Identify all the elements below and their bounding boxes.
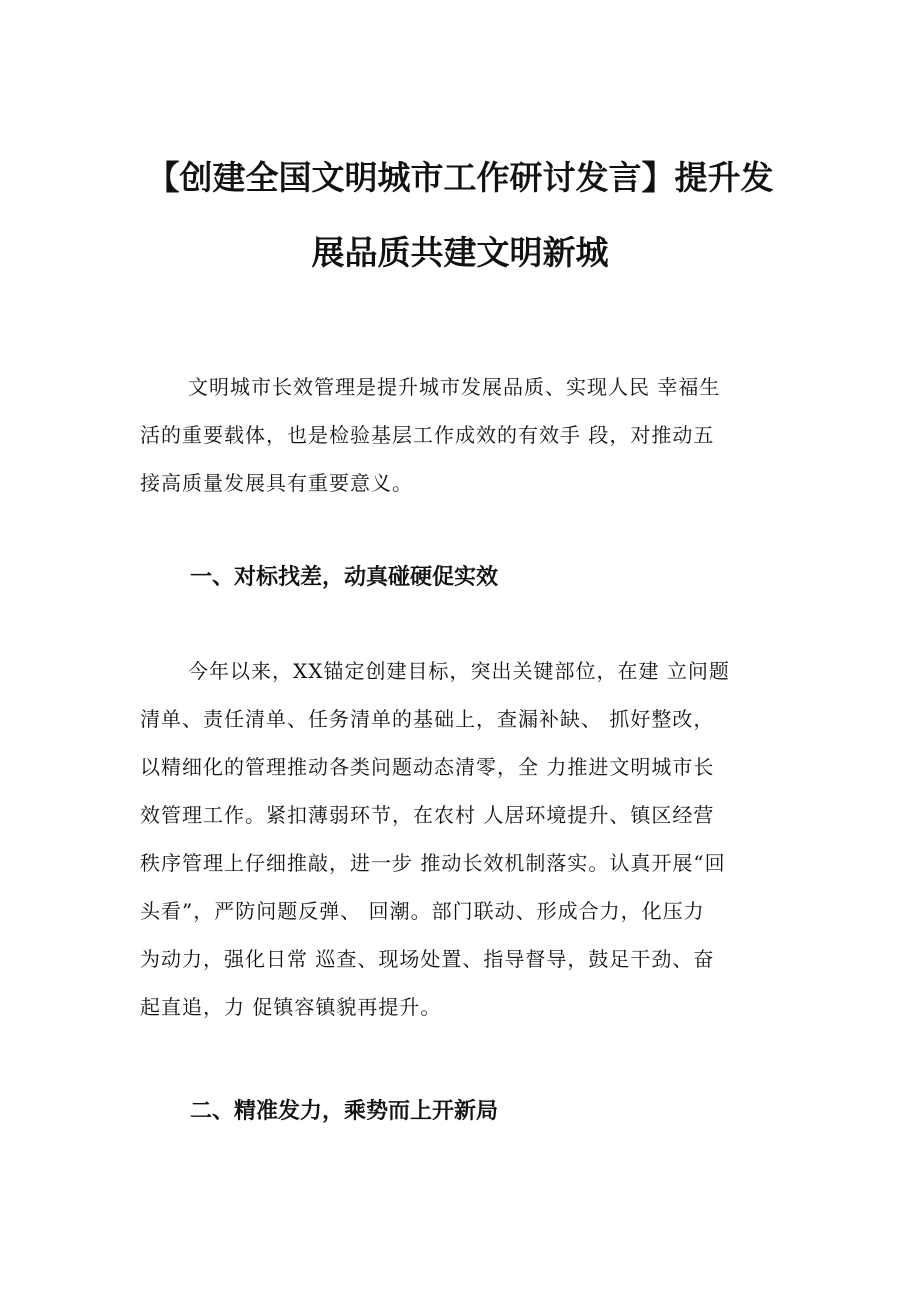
document-title-line-2: 展品质共建文明新城 bbox=[311, 233, 609, 272]
section-1-heading: 一、对标找差，动真碰硬促实效 bbox=[190, 565, 499, 590]
section-1-line: 为动力，强化日常 巡查、现场处置、指导督导，鼓足干劲、奋 bbox=[140, 947, 715, 971]
intro-line: 文明城市长效管理是提升城市发展品质、实现人民 幸福生 bbox=[188, 375, 721, 399]
section-1-line: 效管理工作。紧扣薄弱环节，在农村 人居环境提升、镇区经营 bbox=[140, 803, 715, 827]
intro-line: 接高质量发展具有重要意义。 bbox=[140, 471, 413, 495]
document-title-line-1: 【创建全国文明城市工作研讨发言】提升发 bbox=[146, 158, 774, 197]
section-1-line: 以精细化的管理推动各类问题动态清零，全 力推进文明城市长 bbox=[140, 755, 715, 779]
section-1-line: 秩序管理上仔细推敲，进一步 推动长效机制落实。认真开展“回 bbox=[140, 851, 726, 875]
section-1-line: 今年以来，XX锚定创建目标，突出关键部位，在建 立问题 bbox=[188, 659, 730, 683]
section-1-paragraph bbox=[140, 647, 790, 1031]
section-1-line: 起直追，力 促镇容镇貌再提升。 bbox=[140, 995, 442, 1019]
section-1-line: 头看”，严防问题反弹、 回潮。部门联动、形成合力，化压力 bbox=[140, 899, 705, 923]
section-2-heading: 二、精准发力，乘势而上开新局 bbox=[190, 1099, 499, 1124]
intro-paragraph bbox=[140, 363, 790, 507]
intro-line: 活的重要载体，也是检验基层工作成效的有效手 段，对推动五 bbox=[140, 423, 715, 447]
section-1-line: 清单、责任清单、任务清单的基础上，查漏补缺、 抓好整改， bbox=[140, 707, 715, 731]
